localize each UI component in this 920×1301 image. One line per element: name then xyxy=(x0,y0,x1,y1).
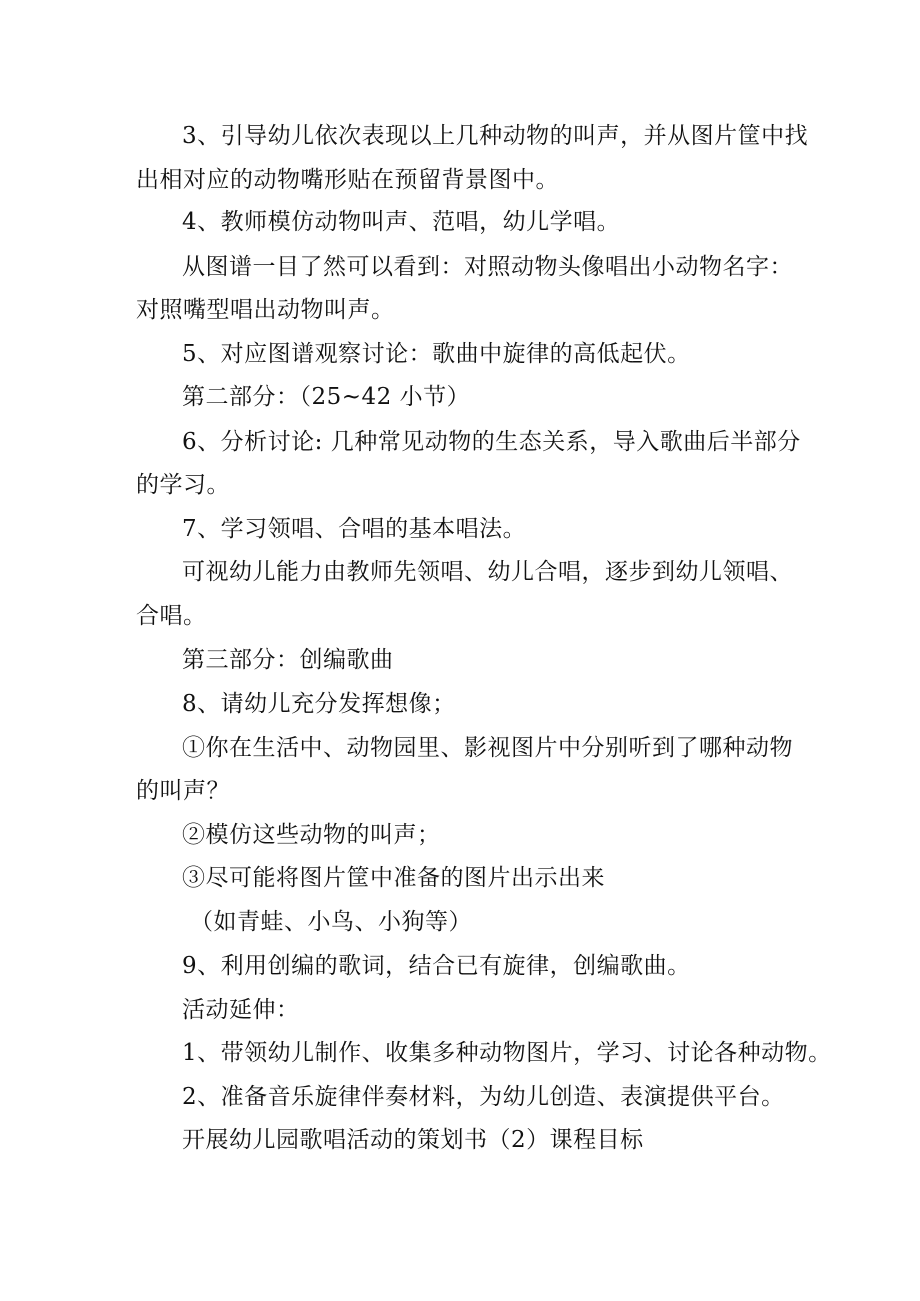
section-heading-part-3: 第三部分：创编歌曲 xyxy=(182,647,394,673)
section-heading-extension: 活动延伸： xyxy=(182,997,300,1023)
paragraph-step-9: 9、利用创编的歌词，结合已有旋律，创编歌曲。 xyxy=(182,953,691,979)
extension-item-1: 1、带领幼儿制作、收集多种动物图片，学习、讨论各种动物。 xyxy=(182,1040,832,1066)
paragraph-step-5: 5、对应图谱观察讨论：歌曲中旋律的高低起伏。 xyxy=(182,341,691,367)
paragraph-step-6-line-1: 6、分析讨论: 几种常见动物的生态关系，导入歌曲后半部分 xyxy=(182,429,801,455)
paragraph-step-7: 7、学习领唱、合唱的基本唱法。 xyxy=(182,516,527,542)
list-item-3-examples: （如青蛙、小鸟、小狗等） xyxy=(190,909,472,935)
paragraph-lead-note-line-1: 可视幼儿能力由教师先领唱、幼儿合唱，逐步到幼儿领唱、 xyxy=(182,559,793,585)
section-heading-plan-2: 开展幼儿园歌唱活动的策划书（2）课程目标 xyxy=(182,1127,644,1153)
paragraph-score-note-line-2: 对照嘴型唱出动物叫声。 xyxy=(136,297,395,323)
list-item-2: ②模仿这些动物的叫声； xyxy=(182,822,441,848)
paragraph-step-3-line-2: 出相对应的动物嘴形贴在预留背景图中。 xyxy=(136,167,559,193)
paragraph-step-6-line-2: 的学习。 xyxy=(136,472,230,498)
paragraph-step-3-line-1: 3、引导幼儿依次表现以上几种动物的叫声，并从图片筐中找 xyxy=(182,123,809,149)
paragraph-step-8: 8、请幼儿充分发挥想像； xyxy=(182,691,456,717)
list-item-1-line-1: ①你在生活中、动物园里、影视图片中分别听到了哪种动物 xyxy=(182,735,793,761)
section-heading-part-2: 第二部分：（25~42 小节） xyxy=(182,384,471,410)
paragraph-step-4: 4、教师模仿动物叫声、范唱，幼儿学唱。 xyxy=(182,209,621,235)
list-item-3: ③尽可能将图片筐中准备的图片出示出来 xyxy=(182,865,605,891)
extension-item-2: 2、准备音乐旋律伴奏材料，为幼儿创造、表演提供平台。 xyxy=(182,1084,785,1110)
list-item-1-line-2: 的叫声？ xyxy=(136,778,230,804)
paragraph-lead-note-line-2: 合唱。 xyxy=(136,603,207,629)
paragraph-score-note-line-1: 从图谱一目了然可以看到：对照动物头像唱出小动物名字： xyxy=(182,254,793,280)
